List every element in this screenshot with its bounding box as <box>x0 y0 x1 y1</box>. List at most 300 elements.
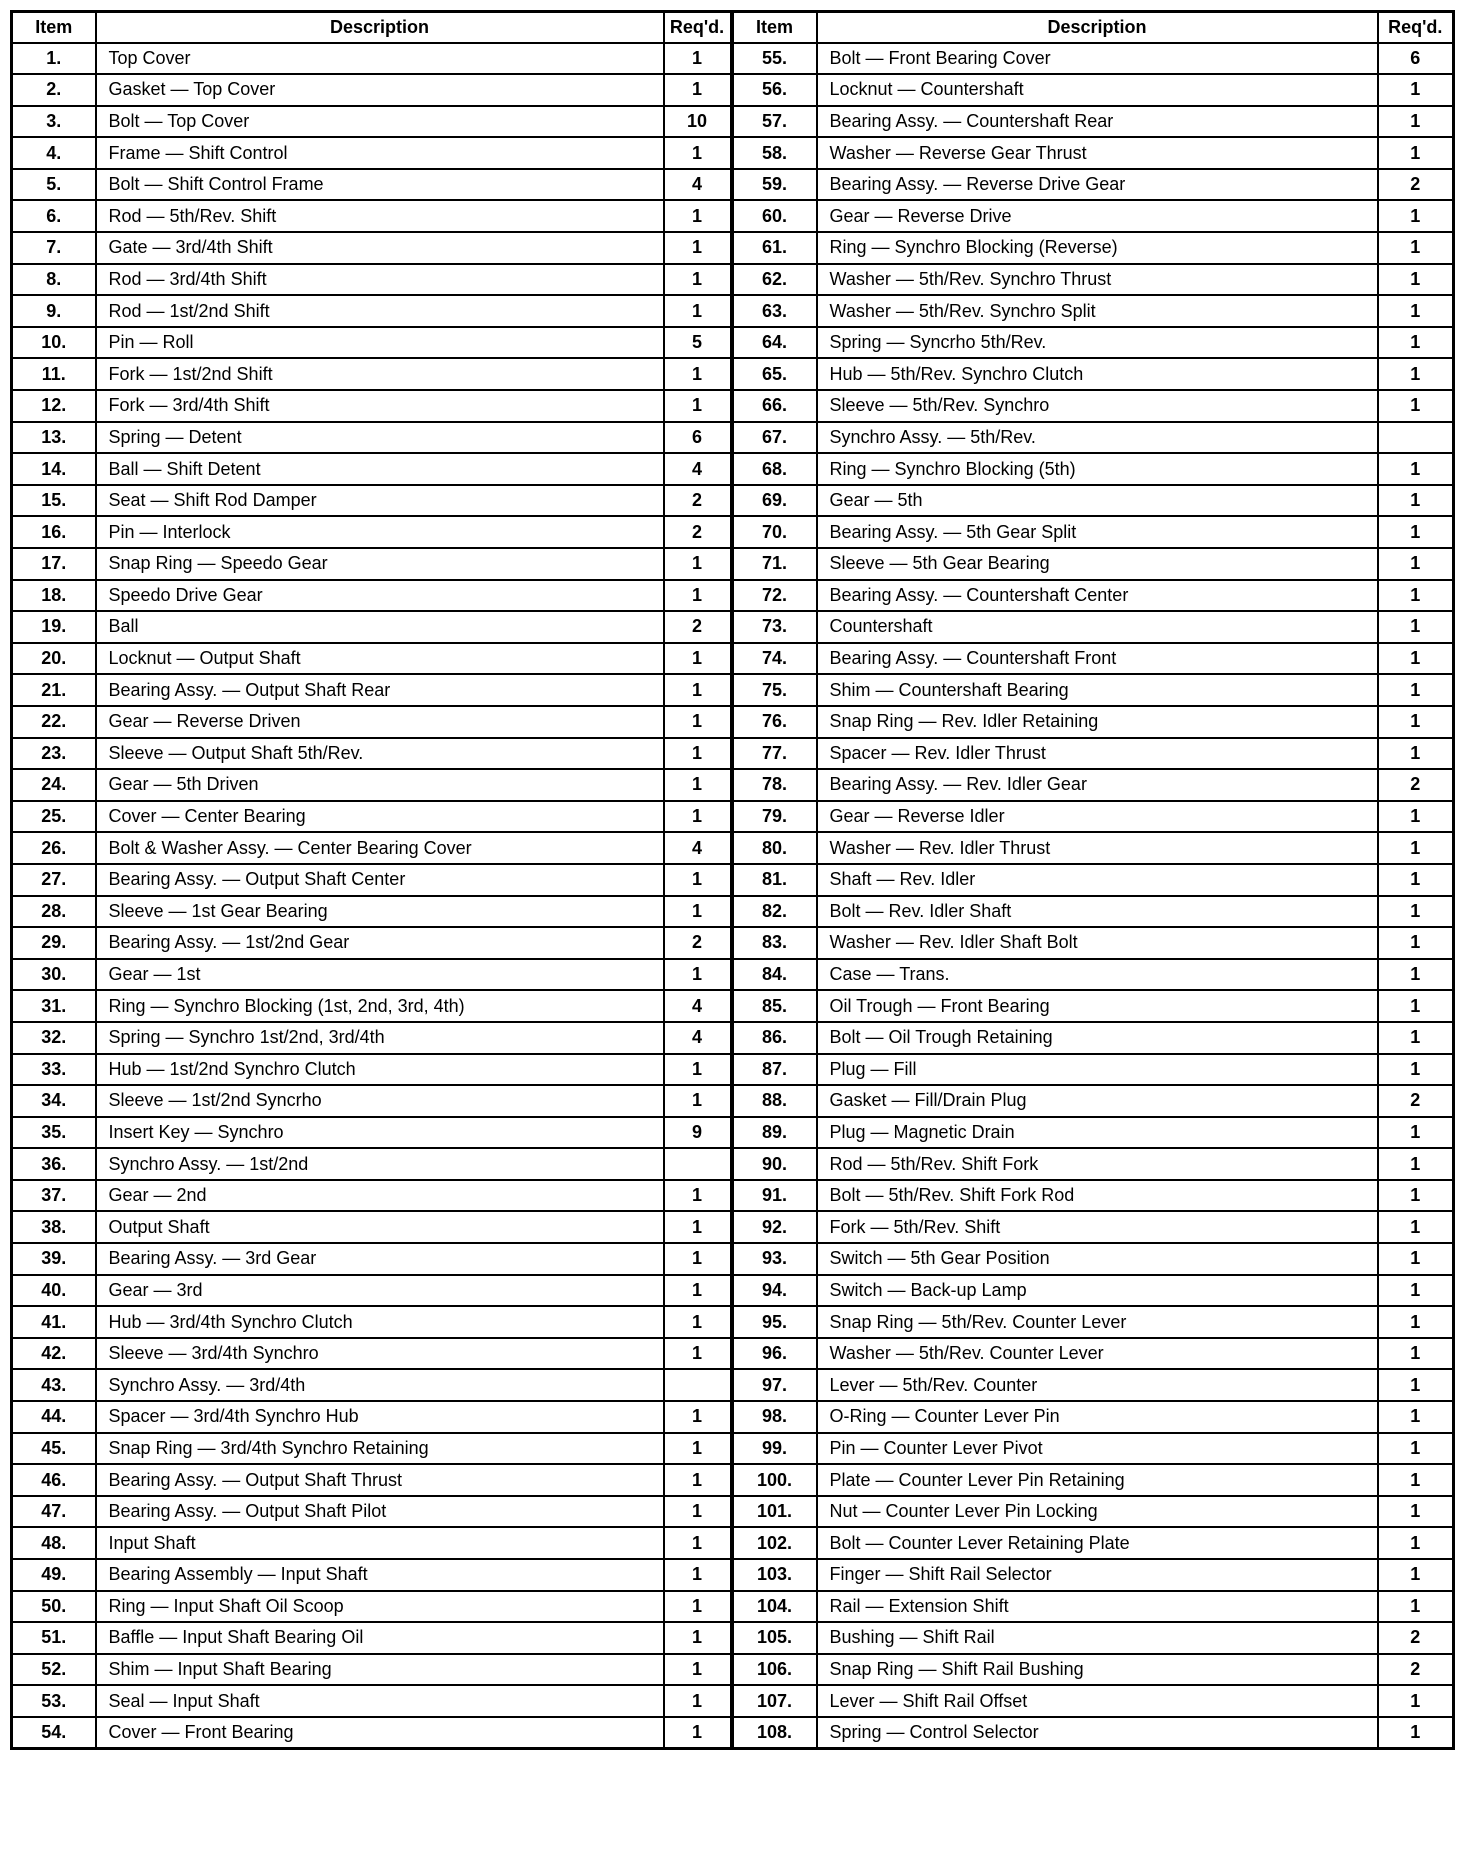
item-quantity: 1 <box>664 1622 732 1654</box>
item-quantity: 5 <box>664 327 732 359</box>
item-number: 32. <box>12 1022 96 1054</box>
item-quantity: 2 <box>1378 1654 1454 1686</box>
item-quantity: 1 <box>1378 137 1454 169</box>
item-quantity: 1 <box>664 643 732 675</box>
item-description: Bearing Assy. — Countershaft Rear <box>817 106 1378 138</box>
item-number: 98. <box>732 1401 817 1433</box>
item-description: Top Cover <box>96 43 664 75</box>
item-quantity: 2 <box>664 927 732 959</box>
header-row <box>12 12 1454 43</box>
table-row <box>12 580 1454 612</box>
item-quantity: 4 <box>664 832 732 864</box>
item-description: Bearing Assy. — 3rd Gear <box>96 1243 664 1275</box>
item-quantity: 1 <box>664 548 732 580</box>
item-description: Gate — 3rd/4th Shift <box>96 232 664 264</box>
item-quantity: 1 <box>664 390 732 422</box>
item-number: 13. <box>12 422 96 454</box>
item-quantity: 1 <box>1378 864 1454 896</box>
item-number: 89. <box>732 1117 817 1149</box>
item-quantity: 1 <box>664 769 732 801</box>
item-description: Bolt — Oil Trough Retaining <box>817 1022 1378 1054</box>
item-quantity: 1 <box>1378 548 1454 580</box>
item-description: Gear — 3rd <box>96 1275 664 1307</box>
header-item-right: Item <box>732 12 817 43</box>
item-number: 65. <box>732 358 817 390</box>
table-row <box>12 1464 1454 1496</box>
item-quantity: 1 <box>1378 74 1454 106</box>
table-row <box>12 1117 1454 1149</box>
item-number: 4. <box>12 137 96 169</box>
item-description: Spring — Detent <box>96 422 664 454</box>
item-quantity: 2 <box>1378 169 1454 201</box>
item-description: Plug — Fill <box>817 1054 1378 1086</box>
item-quantity: 6 <box>1378 43 1454 75</box>
item-quantity: 1 <box>1378 1054 1454 1086</box>
item-description: Sleeve — 1st Gear Bearing <box>96 896 664 928</box>
item-number: 35. <box>12 1117 96 1149</box>
item-quantity: 9 <box>664 1117 732 1149</box>
table-row <box>12 1527 1454 1559</box>
item-quantity <box>664 1148 732 1180</box>
item-description: Bearing Assy. — Countershaft Center <box>817 580 1378 612</box>
item-description: Washer — Reverse Gear Thrust <box>817 137 1378 169</box>
item-number: 102. <box>732 1527 817 1559</box>
item-quantity: 1 <box>1378 1306 1454 1338</box>
item-quantity: 1 <box>1378 264 1454 296</box>
item-number: 23. <box>12 738 96 770</box>
item-description: Ring — Synchro Blocking (1st, 2nd, 3rd, 4th) <box>96 990 664 1022</box>
item-number: 15. <box>12 485 96 517</box>
item-description: Case — Trans. <box>817 959 1378 991</box>
item-description: Gear — 5th <box>817 485 1378 517</box>
item-number: 44. <box>12 1401 96 1433</box>
item-quantity: 1 <box>664 137 732 169</box>
table-row <box>12 327 1454 359</box>
item-quantity: 1 <box>664 801 732 833</box>
table-row <box>12 1591 1454 1623</box>
item-number: 85. <box>732 990 817 1022</box>
item-number: 72. <box>732 580 817 612</box>
item-quantity: 1 <box>1378 358 1454 390</box>
table-row <box>12 1496 1454 1528</box>
item-quantity: 1 <box>1378 1338 1454 1370</box>
table-row <box>12 422 1454 454</box>
item-quantity: 1 <box>664 74 732 106</box>
item-number: 50. <box>12 1591 96 1623</box>
item-number: 70. <box>732 516 817 548</box>
item-description: Seal — Input Shaft <box>96 1685 664 1717</box>
item-description: Washer — 5th/Rev. Synchro Split <box>817 295 1378 327</box>
item-description: Pin — Interlock <box>96 516 664 548</box>
item-quantity: 1 <box>664 1717 732 1749</box>
item-description: Switch — Back-up Lamp <box>817 1275 1378 1307</box>
item-description: Cover — Front Bearing <box>96 1717 664 1749</box>
item-number: 91. <box>732 1180 817 1212</box>
table-row <box>12 1306 1454 1338</box>
parts-list-table <box>10 10 1455 1750</box>
item-quantity: 1 <box>1378 453 1454 485</box>
table-row <box>12 706 1454 738</box>
table-row <box>12 1211 1454 1243</box>
item-quantity: 1 <box>664 232 732 264</box>
item-quantity: 2 <box>1378 769 1454 801</box>
table-row <box>12 1243 1454 1275</box>
table-row <box>12 1559 1454 1591</box>
item-quantity: 1 <box>1378 674 1454 706</box>
item-quantity: 1 <box>1378 390 1454 422</box>
item-description: Bearing Assy. — 1st/2nd Gear <box>96 927 664 959</box>
item-quantity: 1 <box>1378 295 1454 327</box>
item-number: 97. <box>732 1369 817 1401</box>
item-number: 90. <box>732 1148 817 1180</box>
item-quantity: 1 <box>1378 896 1454 928</box>
item-number: 25. <box>12 801 96 833</box>
item-description: Pin — Counter Lever Pivot <box>817 1433 1378 1465</box>
item-number: 43. <box>12 1369 96 1401</box>
item-quantity: 1 <box>1378 327 1454 359</box>
table-row <box>12 864 1454 896</box>
item-quantity: 1 <box>664 580 732 612</box>
item-description: Shaft — Rev. Idler <box>817 864 1378 896</box>
item-quantity: 1 <box>1378 1401 1454 1433</box>
item-description: Shim — Input Shaft Bearing <box>96 1654 664 1686</box>
item-number: 6. <box>12 200 96 232</box>
item-description: Snap Ring — Shift Rail Bushing <box>817 1654 1378 1686</box>
item-quantity: 1 <box>664 1685 732 1717</box>
item-number: 108. <box>732 1717 817 1749</box>
item-number: 34. <box>12 1085 96 1117</box>
item-number: 62. <box>732 264 817 296</box>
table-row <box>12 390 1454 422</box>
item-description: Bearing Assy. — Output Shaft Pilot <box>96 1496 664 1528</box>
item-description: Bolt — Front Bearing Cover <box>817 43 1378 75</box>
table-row <box>12 295 1454 327</box>
table-row <box>12 548 1454 580</box>
item-description: Ring — Input Shaft Oil Scoop <box>96 1591 664 1623</box>
item-description: Sleeve — 5th/Rev. Synchro <box>817 390 1378 422</box>
item-description: Plate — Counter Lever Pin Retaining <box>817 1464 1378 1496</box>
item-quantity: 1 <box>1378 832 1454 864</box>
item-number: 94. <box>732 1275 817 1307</box>
item-description: Spring — Control Selector <box>817 1717 1378 1749</box>
item-description: Bearing Assy. — Output Shaft Rear <box>96 674 664 706</box>
table-row <box>12 1180 1454 1212</box>
item-quantity: 1 <box>1378 801 1454 833</box>
item-description: Synchro Assy. — 3rd/4th <box>96 1369 664 1401</box>
item-description: Bearing Assembly — Input Shaft <box>96 1559 664 1591</box>
item-number: 3. <box>12 106 96 138</box>
table-row <box>12 896 1454 928</box>
item-description: Plug — Magnetic Drain <box>817 1117 1378 1149</box>
item-description: Washer — 5th/Rev. Synchro Thrust <box>817 264 1378 296</box>
item-description: Bolt — Rev. Idler Shaft <box>817 896 1378 928</box>
item-number: 107. <box>732 1685 817 1717</box>
item-quantity: 1 <box>664 1496 732 1528</box>
item-quantity: 1 <box>664 1054 732 1086</box>
item-quantity: 1 <box>1378 485 1454 517</box>
item-number: 22. <box>12 706 96 738</box>
item-quantity: 4 <box>664 990 732 1022</box>
item-description: Sleeve — Output Shaft 5th/Rev. <box>96 738 664 770</box>
item-number: 59. <box>732 169 817 201</box>
item-description: Gear — 5th Driven <box>96 769 664 801</box>
item-description: Ring — Synchro Blocking (Reverse) <box>817 232 1378 264</box>
item-quantity: 1 <box>664 1527 732 1559</box>
table-row <box>12 1369 1454 1401</box>
item-description: Bearing Assy. — Reverse Drive Gear <box>817 169 1378 201</box>
header-description-right: Description <box>817 12 1378 43</box>
item-description: O-Ring — Counter Lever Pin <box>817 1401 1378 1433</box>
item-description: Hub — 3rd/4th Synchro Clutch <box>96 1306 664 1338</box>
item-quantity: 1 <box>1378 580 1454 612</box>
item-quantity: 1 <box>1378 1433 1454 1465</box>
item-quantity: 1 <box>1378 990 1454 1022</box>
item-quantity: 1 <box>664 1085 732 1117</box>
item-quantity: 1 <box>664 674 732 706</box>
item-number: 49. <box>12 1559 96 1591</box>
item-description: Fork — 5th/Rev. Shift <box>817 1211 1378 1243</box>
table-row <box>12 832 1454 864</box>
item-description: Lever — 5th/Rev. Counter <box>817 1369 1378 1401</box>
item-quantity: 1 <box>1378 1591 1454 1623</box>
item-number: 29. <box>12 927 96 959</box>
item-quantity: 1 <box>1378 1275 1454 1307</box>
item-number: 95. <box>732 1306 817 1338</box>
item-quantity <box>664 1369 732 1401</box>
table-row <box>12 358 1454 390</box>
item-quantity: 2 <box>664 611 732 643</box>
item-quantity: 1 <box>664 1211 732 1243</box>
table-row <box>12 169 1454 201</box>
item-number: 104. <box>732 1591 817 1623</box>
item-quantity: 1 <box>664 43 732 75</box>
item-number: 57. <box>732 106 817 138</box>
item-description: Sleeve — 1st/2nd Syncrho <box>96 1085 664 1117</box>
table-row <box>12 1054 1454 1086</box>
item-quantity: 1 <box>664 1464 732 1496</box>
item-number: 60. <box>732 200 817 232</box>
item-description: Cover — Center Bearing <box>96 801 664 833</box>
item-description: Nut — Counter Lever Pin Locking <box>817 1496 1378 1528</box>
item-description: Bearing Assy. — Output Shaft Thrust <box>96 1464 664 1496</box>
item-quantity: 1 <box>1378 1180 1454 1212</box>
item-number: 8. <box>12 264 96 296</box>
item-number: 16. <box>12 516 96 548</box>
item-description: Hub — 1st/2nd Synchro Clutch <box>96 1054 664 1086</box>
item-quantity: 2 <box>664 485 732 517</box>
item-number: 1. <box>12 43 96 75</box>
item-quantity: 4 <box>664 169 732 201</box>
table-row <box>12 738 1454 770</box>
item-description: Bushing — Shift Rail <box>817 1622 1378 1654</box>
item-description: Spacer — Rev. Idler Thrust <box>817 738 1378 770</box>
table-row <box>12 1148 1454 1180</box>
item-description: Gear — 1st <box>96 959 664 991</box>
item-quantity: 4 <box>664 453 732 485</box>
item-quantity: 1 <box>1378 1148 1454 1180</box>
item-description: Snap Ring — 5th/Rev. Counter Lever <box>817 1306 1378 1338</box>
item-description: Snap Ring — Rev. Idler Retaining <box>817 706 1378 738</box>
item-number: 64. <box>732 327 817 359</box>
item-number: 39. <box>12 1243 96 1275</box>
item-quantity: 1 <box>1378 1685 1454 1717</box>
item-number: 18. <box>12 580 96 612</box>
item-description: Gear — Reverse Driven <box>96 706 664 738</box>
item-number: 106. <box>732 1654 817 1686</box>
item-description: Rod — 1st/2nd Shift <box>96 295 664 327</box>
item-number: 17. <box>12 548 96 580</box>
item-quantity: 1 <box>1378 1717 1454 1749</box>
item-quantity: 1 <box>664 1275 732 1307</box>
item-description: Sleeve — 5th Gear Bearing <box>817 548 1378 580</box>
item-quantity: 2 <box>1378 1085 1454 1117</box>
item-number: 19. <box>12 611 96 643</box>
item-number: 5. <box>12 169 96 201</box>
item-description: Rail — Extension Shift <box>817 1591 1378 1623</box>
item-description: Bolt — Top Cover <box>96 106 664 138</box>
item-quantity: 1 <box>1378 1243 1454 1275</box>
item-number: 14. <box>12 453 96 485</box>
item-quantity: 4 <box>664 1022 732 1054</box>
item-number: 52. <box>12 1654 96 1686</box>
item-quantity: 1 <box>664 264 732 296</box>
item-description: Hub — 5th/Rev. Synchro Clutch <box>817 358 1378 390</box>
item-number: 53. <box>12 1685 96 1717</box>
item-description: Countershaft <box>817 611 1378 643</box>
item-description: Gasket — Top Cover <box>96 74 664 106</box>
table-row <box>12 516 1454 548</box>
item-quantity: 1 <box>1378 1527 1454 1559</box>
item-description: Pin — Roll <box>96 327 664 359</box>
item-number: 92. <box>732 1211 817 1243</box>
item-quantity: 2 <box>1378 1622 1454 1654</box>
item-number: 30. <box>12 959 96 991</box>
item-description: Spring — Synchro 1st/2nd, 3rd/4th <box>96 1022 664 1054</box>
item-description: Oil Trough — Front Bearing <box>817 990 1378 1022</box>
item-description: Locknut — Output Shaft <box>96 643 664 675</box>
item-number: 96. <box>732 1338 817 1370</box>
item-description: Ball <box>96 611 664 643</box>
item-description: Frame — Shift Control <box>96 137 664 169</box>
item-description: Ring — Synchro Blocking (5th) <box>817 453 1378 485</box>
item-description: Fork — 1st/2nd Shift <box>96 358 664 390</box>
item-number: 63. <box>732 295 817 327</box>
table-row <box>12 106 1454 138</box>
item-quantity: 1 <box>664 1559 732 1591</box>
item-quantity: 2 <box>664 516 732 548</box>
header-reqd-right: Req'd. <box>1378 12 1454 43</box>
item-quantity <box>1378 422 1454 454</box>
item-description: Snap Ring — 3rd/4th Synchro Retaining <box>96 1433 664 1465</box>
item-number: 78. <box>732 769 817 801</box>
item-description: Fork — 3rd/4th Shift <box>96 390 664 422</box>
item-description: Finger — Shift Rail Selector <box>817 1559 1378 1591</box>
table-row <box>12 1433 1454 1465</box>
item-number: 45. <box>12 1433 96 1465</box>
item-quantity: 1 <box>1378 1117 1454 1149</box>
item-number: 47. <box>12 1496 96 1528</box>
item-number: 42. <box>12 1338 96 1370</box>
item-quantity: 1 <box>664 896 732 928</box>
item-quantity: 1 <box>1378 1369 1454 1401</box>
item-number: 36. <box>12 1148 96 1180</box>
item-quantity: 1 <box>664 200 732 232</box>
item-quantity: 1 <box>1378 1211 1454 1243</box>
item-description: Washer — 5th/Rev. Counter Lever <box>817 1338 1378 1370</box>
item-number: 66. <box>732 390 817 422</box>
item-description: Input Shaft <box>96 1527 664 1559</box>
table-row <box>12 43 1454 75</box>
table-row <box>12 769 1454 801</box>
item-number: 71. <box>732 548 817 580</box>
item-quantity: 1 <box>1378 738 1454 770</box>
item-quantity: 1 <box>664 1306 732 1338</box>
item-number: 9. <box>12 295 96 327</box>
item-number: 40. <box>12 1275 96 1307</box>
item-number: 80. <box>732 832 817 864</box>
item-number: 58. <box>732 137 817 169</box>
item-number: 21. <box>12 674 96 706</box>
item-number: 77. <box>732 738 817 770</box>
item-number: 81. <box>732 864 817 896</box>
item-description: Gear — Reverse Idler <box>817 801 1378 833</box>
item-description: Lever — Shift Rail Offset <box>817 1685 1378 1717</box>
item-number: 84. <box>732 959 817 991</box>
table-row <box>12 1622 1454 1654</box>
item-description: Speedo Drive Gear <box>96 580 664 612</box>
item-number: 51. <box>12 1622 96 1654</box>
item-description: Seat — Shift Rod Damper <box>96 485 664 517</box>
item-quantity: 1 <box>1378 200 1454 232</box>
item-description: Synchro Assy. — 5th/Rev. <box>817 422 1378 454</box>
table-row <box>12 1717 1454 1749</box>
item-number: 68. <box>732 453 817 485</box>
item-description: Bearing Assy. — Countershaft Front <box>817 643 1378 675</box>
item-number: 33. <box>12 1054 96 1086</box>
item-description: Snap Ring — Speedo Gear <box>96 548 664 580</box>
item-number: 67. <box>732 422 817 454</box>
item-description: Spring — Syncrho 5th/Rev. <box>817 327 1378 359</box>
item-description: Washer — Rev. Idler Shaft Bolt <box>817 927 1378 959</box>
item-quantity: 1 <box>1378 611 1454 643</box>
item-number: 83. <box>732 927 817 959</box>
item-description: Bolt — 5th/Rev. Shift Fork Rod <box>817 1180 1378 1212</box>
item-quantity: 1 <box>664 1338 732 1370</box>
item-number: 37. <box>12 1180 96 1212</box>
item-number: 74. <box>732 643 817 675</box>
item-description: Rod — 3rd/4th Shift <box>96 264 664 296</box>
item-number: 76. <box>732 706 817 738</box>
table-row <box>12 200 1454 232</box>
table-row <box>12 674 1454 706</box>
item-description: Switch — 5th Gear Position <box>817 1243 1378 1275</box>
item-quantity: 1 <box>664 1591 732 1623</box>
item-quantity: 1 <box>664 1654 732 1686</box>
item-description: Washer — Rev. Idler Thrust <box>817 832 1378 864</box>
item-quantity: 1 <box>664 358 732 390</box>
item-number: 26. <box>12 832 96 864</box>
item-quantity: 1 <box>1378 706 1454 738</box>
item-number: 54. <box>12 1717 96 1749</box>
item-number: 10. <box>12 327 96 359</box>
table-row <box>12 137 1454 169</box>
table-row <box>12 1338 1454 1370</box>
table-row <box>12 1085 1454 1117</box>
item-quantity: 1 <box>1378 516 1454 548</box>
item-number: 31. <box>12 990 96 1022</box>
item-description: Bolt — Shift Control Frame <box>96 169 664 201</box>
item-number: 46. <box>12 1464 96 1496</box>
